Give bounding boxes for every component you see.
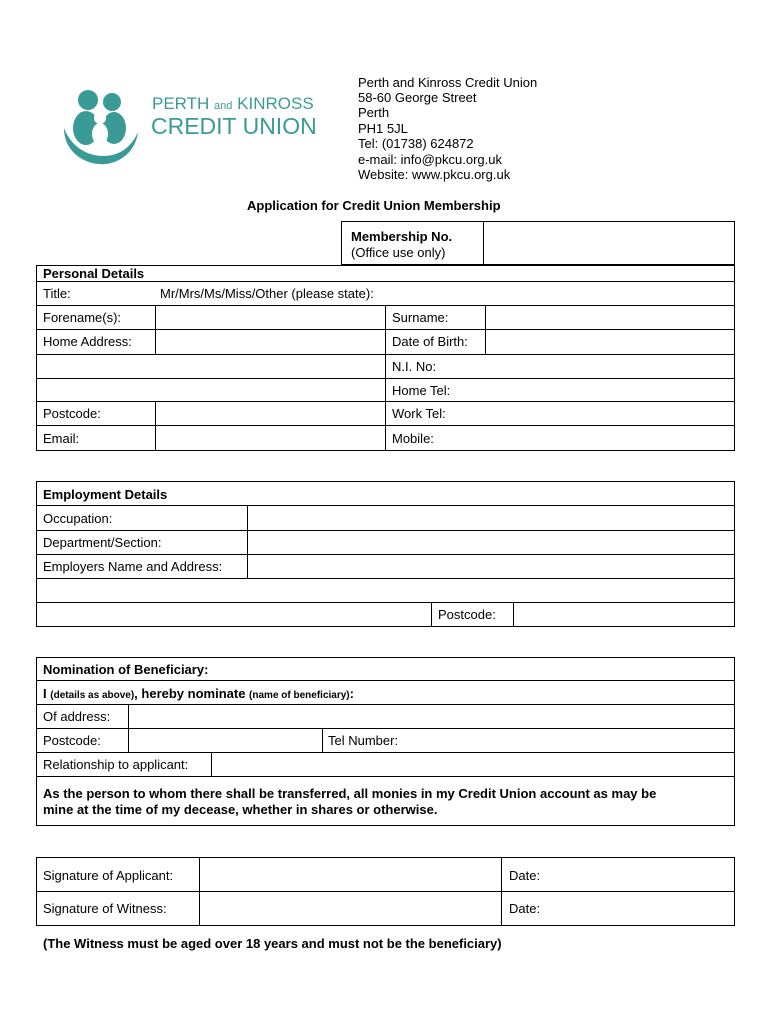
address-tel: Tel: (01738) 624872 — [358, 136, 474, 151]
nominate-hereby: , hereby nominate — [134, 686, 246, 701]
nominate-line — [43, 686, 354, 703]
address-email: e-mail: info@pkcu.org.uk — [358, 152, 502, 167]
membership-label: Membership No. — [351, 229, 453, 244]
applicant-signature-label: Signature of Applicant: — [43, 868, 174, 883]
address-town: Perth — [358, 105, 390, 120]
logo-credit-union: CREDIT UNION — [151, 113, 317, 139]
beneficiary-postcode-label: Postcode: — [43, 733, 101, 748]
surname-label: Surname: — [392, 310, 449, 325]
logo-word-and: and — [214, 100, 233, 112]
relationship-field[interactable] — [213, 754, 733, 775]
home-address-label: Home Address: — [43, 334, 132, 349]
employer-address-line2-field[interactable] — [38, 580, 733, 601]
witness-footnote: (The Witness must be aged over 18 years and must not be the beneficiary) — [43, 936, 502, 951]
title-label: Title: — [43, 286, 71, 301]
employer-postcode-label: Postcode: — [438, 607, 496, 622]
title-field[interactable] — [400, 283, 733, 304]
membership-number-field[interactable] — [485, 223, 733, 263]
employer-label: Employers Name and Address: — [43, 559, 223, 574]
home-address-line2-field[interactable] — [38, 356, 384, 400]
title-options: Mr/Mrs/Ms/Miss/Other (please state): — [160, 286, 374, 301]
nomination-statement-line1: As the person to whom there shall be transferred, all monies in my Credit Union account as may be — [43, 786, 657, 801]
postcode-label: Postcode: — [43, 406, 101, 421]
logo-word-kinross: KINROSS — [237, 94, 314, 113]
nominate-colon: : — [349, 686, 354, 701]
nomination-statement-line2: mine at the time of my decease, whether in shares or otherwise. — [43, 802, 438, 817]
email-field[interactable] — [157, 427, 384, 449]
department-label: Department/Section: — [43, 535, 162, 550]
witness-signature-field[interactable] — [201, 893, 500, 924]
beneficiary-name-field[interactable] — [400, 682, 733, 703]
home-tel-field[interactable] — [470, 380, 733, 400]
address-website: Website: www.pkcu.org.uk — [358, 167, 511, 182]
relationship-label: Relationship to applicant: — [43, 757, 189, 772]
forename-label: Forename(s): — [43, 310, 122, 325]
occupation-field[interactable] — [249, 507, 733, 529]
employer-address-line3-field[interactable] — [38, 604, 430, 626]
witness-signature-label: Signature of Witness: — [43, 901, 167, 916]
postcode-field[interactable] — [157, 403, 384, 424]
ni-label: N.I. No: — [392, 359, 437, 374]
address-name: Perth and Kinross Credit Union — [358, 75, 538, 90]
work-tel-label: Work Tel: — [392, 406, 446, 421]
nominate-name-note: (name of beneficiary) — [249, 690, 350, 701]
applicant-signature-field[interactable] — [201, 859, 500, 890]
applicant-date-label: Date: — [509, 868, 541, 883]
applicant-date-field[interactable] — [548, 859, 733, 890]
home-address-field[interactable] — [157, 331, 384, 353]
personal-details-heading: Personal Details — [43, 266, 145, 281]
beneficiary-tel-field[interactable] — [410, 730, 733, 751]
membership-sub: (Office use only) — [351, 245, 446, 260]
employer-postcode-field[interactable] — [515, 604, 733, 626]
beneficiary-address-field[interactable] — [130, 706, 733, 727]
dob-label: Date of Birth: — [392, 334, 468, 349]
address-street: 58-60 George Street — [358, 90, 477, 105]
surname-field[interactable] — [487, 307, 733, 328]
nominate-i: I — [43, 686, 47, 701]
of-address-label: Of address: — [43, 709, 111, 724]
nomination-heading: Nomination of Beneficiary: — [43, 662, 209, 677]
home-tel-label: Home Tel: — [392, 383, 451, 398]
address-postcode: PH1 5JL — [358, 121, 408, 136]
beneficiary-postcode-field[interactable] — [130, 730, 321, 751]
work-tel-field[interactable] — [470, 403, 733, 424]
witness-date-field[interactable] — [548, 893, 733, 924]
form-title: Application for Credit Union Membership — [247, 198, 501, 213]
nominate-details-note: (details as above) — [50, 690, 135, 701]
email-label: Email: — [43, 431, 80, 446]
department-field[interactable] — [249, 532, 733, 553]
dob-field[interactable] — [487, 331, 733, 353]
forename-field[interactable] — [157, 307, 384, 328]
tel-number-label: Tel Number: — [328, 733, 399, 748]
witness-date-label: Date: — [509, 901, 541, 916]
mobile-field[interactable] — [470, 427, 733, 449]
ni-field[interactable] — [460, 356, 733, 377]
employment-details-heading: Employment Details — [43, 487, 168, 502]
family-logo-icon — [58, 88, 142, 168]
logo-word-perth: PERTH — [152, 94, 210, 113]
employer-field[interactable] — [249, 556, 733, 577]
occupation-label: Occupation: — [43, 511, 113, 526]
mobile-label: Mobile: — [392, 431, 434, 446]
